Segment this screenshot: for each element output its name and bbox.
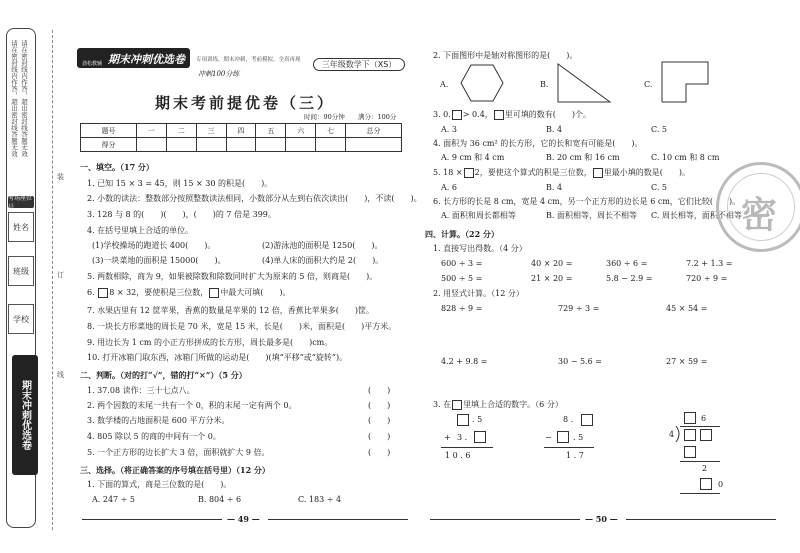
judge-q3: 3. 数学楼的占地面积是 600 平方分米。 xyxy=(87,416,230,425)
score-cell[interactable] xyxy=(226,138,256,152)
score-table-header-row xyxy=(81,124,402,138)
fill-q6-middle: 8 × 32，要使积是三位数， xyxy=(109,288,209,297)
score-header-cell: 七 xyxy=(316,124,346,138)
strip-brand-logo: 期末冲刺优选卷 xyxy=(12,355,38,475)
section-fill-in: 一、填空。（17 分） xyxy=(80,162,154,172)
footer-rule xyxy=(82,519,222,520)
fill-q1: 1. 已知 15 × 3 = 45，则 15 × 30 的积是( )。 xyxy=(87,179,273,188)
choice-q2-option-c[interactable]: C. xyxy=(644,80,653,89)
score-header-cell: 题号 xyxy=(81,124,137,138)
section-choice: 三、选择。（将正确答案的序号填在括号里）（12 分） xyxy=(80,465,270,475)
fig2-minuend: 8 . xyxy=(563,415,574,424)
choice-q3-prefix: 3. 0. xyxy=(433,110,451,119)
fill-q6 xyxy=(87,288,291,298)
oral-calc: 720 ÷ 9 = xyxy=(686,274,728,283)
choice-q1-option-a[interactable]: A. 247 ÷ 5 xyxy=(92,495,136,504)
strip-instructions-2: 请在密封线内作答，超出密封线答题无效 xyxy=(20,40,28,157)
score-table xyxy=(80,123,402,152)
section-judge: 二、判断。（对的打“√”，错的打“×”）（5 分） xyxy=(80,370,247,380)
division-line xyxy=(680,461,720,462)
fill-q6-prefix: 6. xyxy=(87,288,98,297)
seal-char-3: 线 xyxy=(57,371,64,379)
fig2-subtrahend: . 5 xyxy=(573,433,584,442)
score-header-cell: 三 xyxy=(196,124,226,138)
judge-q2: 2. 两个因数的末尾一共有一个 0，积的末尾一定有两个 0。 xyxy=(87,401,297,410)
seal-line xyxy=(52,30,53,530)
name-field[interactable]: 姓名 xyxy=(8,212,34,242)
oral-calc: 40 × 20 = xyxy=(531,259,573,268)
school-field[interactable]: 学校 xyxy=(8,304,34,334)
fig3-remainder: 0 xyxy=(718,480,724,489)
choice-q6-option-b[interactable]: B. 面积相等，周长不相等 xyxy=(546,211,637,220)
judge-q5: 5. 一个正方形的边长扩大 3 倍，面积就扩大 9 倍。 xyxy=(87,448,270,457)
seal-char-1: 装 xyxy=(57,173,64,181)
choice-q6-option-a[interactable]: A. 面积和周长都相等 xyxy=(441,211,516,220)
score-header-cell: 二 xyxy=(166,124,196,138)
fill-q8: 8. 一块长方形菜地的周长是 70 米，宽是 15 米，长是( )米，面积是( )平方米。 xyxy=(87,322,397,331)
score-header-cell: 一 xyxy=(136,124,166,138)
right-triangle-shape xyxy=(556,62,612,104)
choice-q6: 6. 长方形的长是 8 cm，宽是 4 cm，另一个正方形的边长是 6 cm，它们比较( )。 xyxy=(433,197,741,206)
calc-part3 xyxy=(433,400,563,410)
seal-char-2: 订 xyxy=(57,271,64,279)
fig1-result: 1 0 . 6 xyxy=(445,451,471,460)
choice-q5 xyxy=(433,168,690,178)
choice-q3-suffix: 里可填的数有( )个。 xyxy=(504,110,592,119)
judge-answer-4[interactable]: ( ) xyxy=(368,432,391,441)
score-table-row xyxy=(81,138,402,152)
section-calc: 四、计算。（22 分） xyxy=(425,229,499,239)
oral-calc: 500 ÷ 5 = xyxy=(441,274,483,283)
score-header-cell: 总分 xyxy=(346,124,402,138)
judge-answer-3[interactable]: ( ) xyxy=(368,416,391,425)
score-row-label: 得分 xyxy=(81,138,137,152)
fig2-operator: − xyxy=(545,433,552,442)
choice-q2-option-b[interactable]: B. xyxy=(540,80,549,89)
fig3-divisor: 4 xyxy=(669,430,675,439)
digit-box[interactable] xyxy=(684,446,696,458)
subject-badge: 三年级数学下（XS） xyxy=(313,58,405,71)
choice-q4: 4. 面积为 36 cm² 的长方形，它的长和宽有可能是( )。 xyxy=(433,139,643,148)
fig2-result: 1 . 7 xyxy=(566,451,584,460)
choice-q1-option-b[interactable]: B. 804 ÷ 6 xyxy=(198,495,242,504)
choice-q1-option-c[interactable]: C. 183 ÷ 4 xyxy=(298,495,342,504)
choice-q3-option-c[interactable]: C. 5 xyxy=(651,125,668,134)
score-cell[interactable] xyxy=(136,138,166,152)
box-icon xyxy=(452,400,462,410)
fig1-addend2: 3 . xyxy=(457,433,468,442)
exam-time: 时间：90分钟 xyxy=(304,113,345,121)
fill-q3: 3. 128 与 8 的( )( )，( )的 7 倍是 399。 xyxy=(87,210,276,219)
score-header-cell: 六 xyxy=(286,124,316,138)
digit-box[interactable] xyxy=(684,412,696,424)
answer-box[interactable] xyxy=(209,288,219,298)
digit-box[interactable] xyxy=(700,429,712,441)
brand-logo-text: 期末冲刺优选卷 xyxy=(108,53,185,66)
choice-q3-option-a[interactable]: A. 3 xyxy=(441,125,457,134)
footer-rule xyxy=(626,519,776,520)
digit-box[interactable] xyxy=(581,414,593,426)
seat-number-badge: 考场座位号 xyxy=(8,195,33,211)
fill-q4c: (3)一块菜地的面积是 15000( )。 xyxy=(92,256,226,265)
choice-q5-middle: 2，要使这个算式的积是三位数， xyxy=(474,168,592,177)
digit-box[interactable] xyxy=(557,431,569,443)
choice-q2: 2. 下面图形中是轴对称图形的是( )。 xyxy=(433,51,578,60)
fig1-operator: + xyxy=(444,433,451,442)
exam-title: 期末考前提优卷（三） xyxy=(155,94,336,112)
fig1-addend1: . 5 xyxy=(472,415,483,424)
oral-calc: 600 ÷ 3 = xyxy=(441,259,483,268)
strip-instructions: 请在密封线内作答，超出密封线答题无效 xyxy=(10,40,18,157)
judge-q4: 4. 805 除以 5 的商的中间有一个 0。 xyxy=(87,432,221,441)
choice-q3-option-b[interactable]: B. 4 xyxy=(546,125,563,134)
confidential-stamp xyxy=(716,162,800,252)
score-cell[interactable] xyxy=(286,138,316,152)
difference-line xyxy=(544,447,594,448)
choice-q3-middle: > 0.4， xyxy=(462,110,493,119)
answer-box[interactable] xyxy=(452,110,462,120)
fill-q4d: (4)单人床的面积大约是 2( )。 xyxy=(262,256,384,265)
fig3-quotient: 6 xyxy=(701,414,707,423)
digit-box[interactable] xyxy=(700,478,712,490)
footer-rule xyxy=(268,519,408,520)
oral-calc: 360 ÷ 6 = xyxy=(606,259,648,268)
sum-line xyxy=(441,447,493,448)
score-cell[interactable] xyxy=(196,138,226,152)
score-header-cell: 四 xyxy=(226,124,256,138)
exam-full-score: 满分：100分 xyxy=(358,113,397,121)
choice-q5-prefix: 5. 18 × xyxy=(433,168,463,177)
fill-q4: 4. 在括号里填上合适的单位。 xyxy=(87,226,194,235)
choice-q2-option-a[interactable]: A. xyxy=(440,80,449,89)
judge-answer-5[interactable]: ( ) xyxy=(368,448,391,457)
fill-q4b: (2)游泳池的面积是 1250( )。 xyxy=(262,241,383,250)
page-number-left: — 49 — xyxy=(227,514,260,524)
calc-part1: 1. 直接写出得数。（4 分） xyxy=(433,244,527,253)
fill-q5: 5. 两数相除，商为 9，如果被除数和除数同时扩大为原来的 5 倍，则商是( )。 xyxy=(87,272,378,281)
oral-calc: 21 × 20 = xyxy=(531,274,573,283)
fill-q10: 10. 打开冰箱门取东西，冰箱门所做的运动是( )(填“平移”或“旋转”)。 xyxy=(87,353,348,362)
choice-q4-option-b[interactable]: B. 20 cm 和 16 cm xyxy=(546,153,620,162)
calc-part3-prefix: 3. 在 xyxy=(433,400,452,409)
oral-calc: 7.2 + 1.3 = xyxy=(686,259,733,268)
choice-q3 xyxy=(433,110,591,120)
class-field[interactable]: 班级 xyxy=(8,256,34,286)
score-cell[interactable] xyxy=(316,138,346,152)
choice-q5-suffix: 里最小填的数是( )。 xyxy=(603,168,690,177)
choice-q6-option-c[interactable]: C. 周长相等，面积不相等 xyxy=(651,211,742,220)
vertical-calc: 30 − 5.6 = xyxy=(558,357,602,366)
choice-q4-option-a[interactable]: A. 9 cm 和 4 cm xyxy=(441,153,505,162)
choice-q4-option-c[interactable]: C. 10 cm 和 8 cm xyxy=(651,153,720,162)
vertical-calc: 4.2 + 9.8 = xyxy=(441,357,488,366)
score-cell[interactable] xyxy=(346,138,402,152)
fill-q2: 2. 小数的读法：整数部分按照整数读法相同，小数部分从左到右依次读出( )，不读( )。 xyxy=(87,194,422,203)
answer-box[interactable] xyxy=(464,168,474,178)
division-bar xyxy=(680,426,720,427)
footer-rule xyxy=(430,519,580,520)
vertical-calc: 729 ÷ 3 = xyxy=(558,304,600,313)
choice-q1: 1. 下面的算式，商是三位数的是( )。 xyxy=(87,480,232,489)
oral-calc: 5.8 − 2.9 = xyxy=(606,274,653,283)
answer-box[interactable] xyxy=(98,288,108,298)
digit-box[interactable] xyxy=(684,429,696,441)
judge-answer-2[interactable]: ( ) xyxy=(368,401,391,410)
vertical-calc: 828 ÷ 9 = xyxy=(441,304,483,313)
judge-q1: 1. 37.08 读作：三十七点八。 xyxy=(87,386,195,395)
brand-logo-sub: 劲松教辅 xyxy=(82,61,103,67)
fig3-digit: 2 xyxy=(702,464,708,473)
stamp-character: 密 xyxy=(741,195,778,236)
calc-part3-suffix: 里填上合适的数字。（6 分） xyxy=(463,400,563,409)
answer-box[interactable] xyxy=(494,110,504,120)
l-shape xyxy=(660,60,710,104)
page-number-right: — 50 — xyxy=(585,514,618,524)
division-line xyxy=(680,493,720,494)
choice-q5-option-c[interactable]: C. 5 xyxy=(651,183,668,192)
fill-q7: 7. 水果店里有 12 筐苹果，香蕉的数量是苹果的 12 倍，香蕉比苹果多( )筐。 xyxy=(87,306,374,315)
answer-box[interactable] xyxy=(593,168,603,178)
fill-q4a: (1)学校操场的跑道长 400( )。 xyxy=(92,241,216,250)
slogan: 冲刺100分练 xyxy=(198,70,240,78)
score-cell[interactable] xyxy=(256,138,286,152)
division-bracket xyxy=(675,426,683,442)
score-cell[interactable] xyxy=(166,138,196,152)
vertical-calc: 27 × 59 = xyxy=(666,357,708,366)
choice-q5-option-b[interactable]: B. 4 xyxy=(546,183,563,192)
fill-q9: 9. 用边长为 1 cm 的小正方形拼成的长方形，周长最多是( )cm。 xyxy=(87,338,333,347)
score-header-cell: 五 xyxy=(256,124,286,138)
tagline: 专项训练，期末冲刺，考前模拟，全真再现 xyxy=(196,57,301,63)
vertical-calc: 45 × 54 = xyxy=(666,304,708,313)
digit-box[interactable] xyxy=(474,431,486,443)
choice-q5-option-a[interactable]: A. 6 xyxy=(441,183,457,192)
binding-strip xyxy=(0,0,74,553)
hexagon-shape xyxy=(460,63,504,103)
judge-answer-1[interactable]: ( ) xyxy=(368,386,391,395)
calc-part2: 2. 用竖式计算。（12 分） xyxy=(433,289,524,298)
fill-q6-suffix: 中最大可填( )。 xyxy=(220,288,291,297)
digit-box[interactable] xyxy=(457,414,469,426)
